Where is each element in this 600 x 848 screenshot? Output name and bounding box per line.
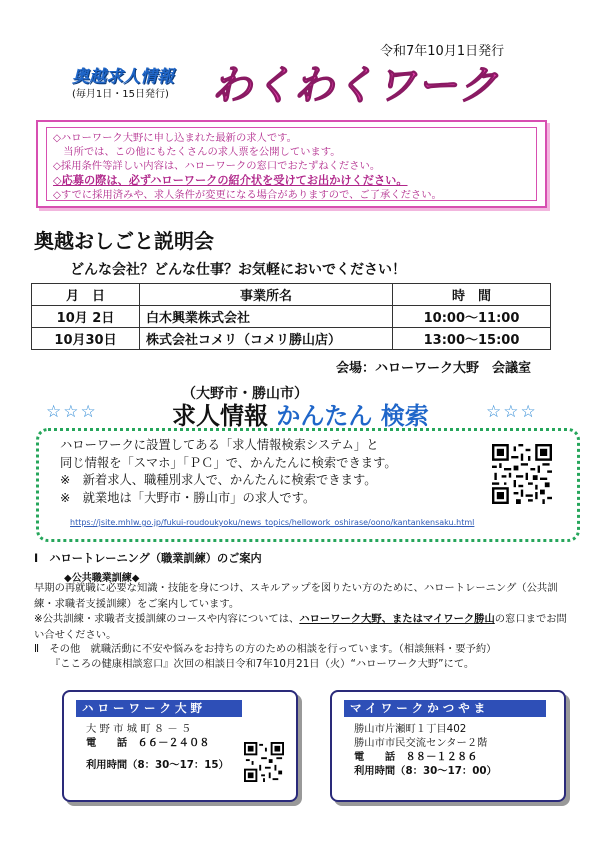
star-decoration-right: ☆☆☆ <box>486 402 538 422</box>
row-time: 10:00～11:00 <box>393 306 551 328</box>
office-name-katsuyama: マイワークかつやま <box>344 700 546 717</box>
notice-line: ◇採用条件等詳しい内容は、ハローワークの窓口でおたずねください。 <box>53 160 381 173</box>
training-contact-highlight: ハローワーク大野、またはマイワーク勝山 <box>299 613 495 625</box>
office-hours-katsuyama: 利用時間（8：30～17：00） <box>354 765 497 777</box>
row-company: 株式会社コメリ（コメリ勝山店） <box>140 328 393 350</box>
notice-line: 当所では、この他にもたくさんの求人票を公開しています。 <box>53 146 341 159</box>
office-address-oono: 大 野 市 城 町 ８ － ５ <box>86 723 192 735</box>
search-line: 同じ情報を「スマホ」「ＰＣ」で、かんたんに検索できます。 <box>60 455 397 470</box>
search-title-suffix: 検索 <box>380 402 429 430</box>
other-line-1: Ⅱ その他 就職活動に不安や悩みをお持ちの方のための相談を行っています。（相談無料・要予約） <box>34 643 497 655</box>
search-title <box>172 396 429 431</box>
other-section <box>34 642 574 671</box>
office-hours-oono: 利用時間（8：30～17：15） <box>86 759 229 771</box>
col-time: 時 間 <box>393 284 551 306</box>
qr-code-search[interactable] <box>492 444 552 504</box>
training-body-1: 早期の再就職に必要な知識・技能を身につけ、スキルアップを図りたい方のために、ハロートレーニング（公共訓練・求職者支援訓練）をご案内しています。 <box>34 582 558 610</box>
page-title: わくわくワーク <box>212 63 499 109</box>
search-url-link[interactable]: https://jsite.mhlw.go.jp/fukui-roudoukyoku/news_topics/hellowork_oshirase/oono/kantankensaku.html <box>70 518 475 527</box>
venue-text: 会場：ハローワーク大野 会議室 <box>336 361 532 376</box>
training-subheading: ◆公共職業訓練◆ <box>64 573 140 584</box>
other-line-2: 『こころの健康相談窓口』次回の相談日令和7年10月21日（火）“ハローワーク大野”にて。 <box>50 657 475 670</box>
training-body <box>34 581 574 643</box>
training-heading: Ⅰ ハロートレーニング（職業訓練）のご案内 <box>34 552 262 565</box>
col-date: 月 日 <box>32 284 140 306</box>
col-company: 事業所名 <box>140 284 393 306</box>
notice-line: ◇すでに採用済みや、求人条件が変更になる場合がありますので、ご了承ください。 <box>53 188 442 201</box>
star-decoration-left: ☆☆☆ <box>46 402 98 422</box>
table-row <box>32 328 551 350</box>
search-title-kantan: かんたん <box>276 402 373 430</box>
row-date: 10月 2日 <box>32 306 140 328</box>
office-building-katsuyama: 勝山市市民交流センター２階 <box>354 737 488 749</box>
table-row <box>32 306 551 328</box>
row-date: 10月30日 <box>32 328 140 350</box>
row-time: 13:00～15:00 <box>393 328 551 350</box>
notice-line-emphasis: ◇応募の際は、必ずハローワークの紹介状を受けてお出かけください。 <box>53 173 408 187</box>
search-line: ハローワークに設置してある「求人情報検索システム」と <box>60 438 379 452</box>
notice-box <box>36 120 547 208</box>
search-area-label: （大野市・勝山市） <box>182 386 308 402</box>
training-body-2: ※公共訓練・求職者支援訓練のコースや内容については、ハローワーク大野、またはマイワーク勝山の窓口までお問い合せください。 <box>34 613 567 641</box>
office-phone-katsuyama: 電 話 ８８－１２８６ <box>354 751 478 763</box>
briefing-heading: 奥越おしごと説明会 <box>34 229 214 253</box>
office-card-katsuyama <box>330 690 566 802</box>
brand-title: 奥越求人情報 <box>72 67 174 87</box>
search-title-prefix: 求人情報 <box>172 402 268 430</box>
office-card-oono <box>62 690 298 802</box>
briefing-tagline: どんな会社？どんな仕事？お気軽においでください！ <box>70 262 406 278</box>
office-phone-oono: 電 話 ６６－２４０８ <box>86 737 210 749</box>
briefing-table <box>31 283 551 350</box>
publish-frequency: (毎月1日・15日発行) <box>72 89 169 100</box>
search-line: ※ 新着求人、職種別求人で、かんたんに検索できます。 <box>60 473 377 487</box>
issue-date: 令和7年10月1日発行 <box>380 44 505 59</box>
search-line: ※ 就業地は「大野市・勝山市」の求人です。 <box>60 490 316 505</box>
search-description <box>60 437 397 507</box>
row-company: 白木興業株式会社 <box>140 306 393 328</box>
qr-code-office[interactable] <box>244 742 284 782</box>
office-address-katsuyama: 勝山市片瀬町１丁目402 <box>354 723 467 735</box>
table-header-row <box>32 284 551 306</box>
office-name-oono: ハローワーク大野 <box>76 700 242 717</box>
notice-line: ◇ハローワーク大野に申し込まれた最新の求人です。 <box>53 132 297 144</box>
